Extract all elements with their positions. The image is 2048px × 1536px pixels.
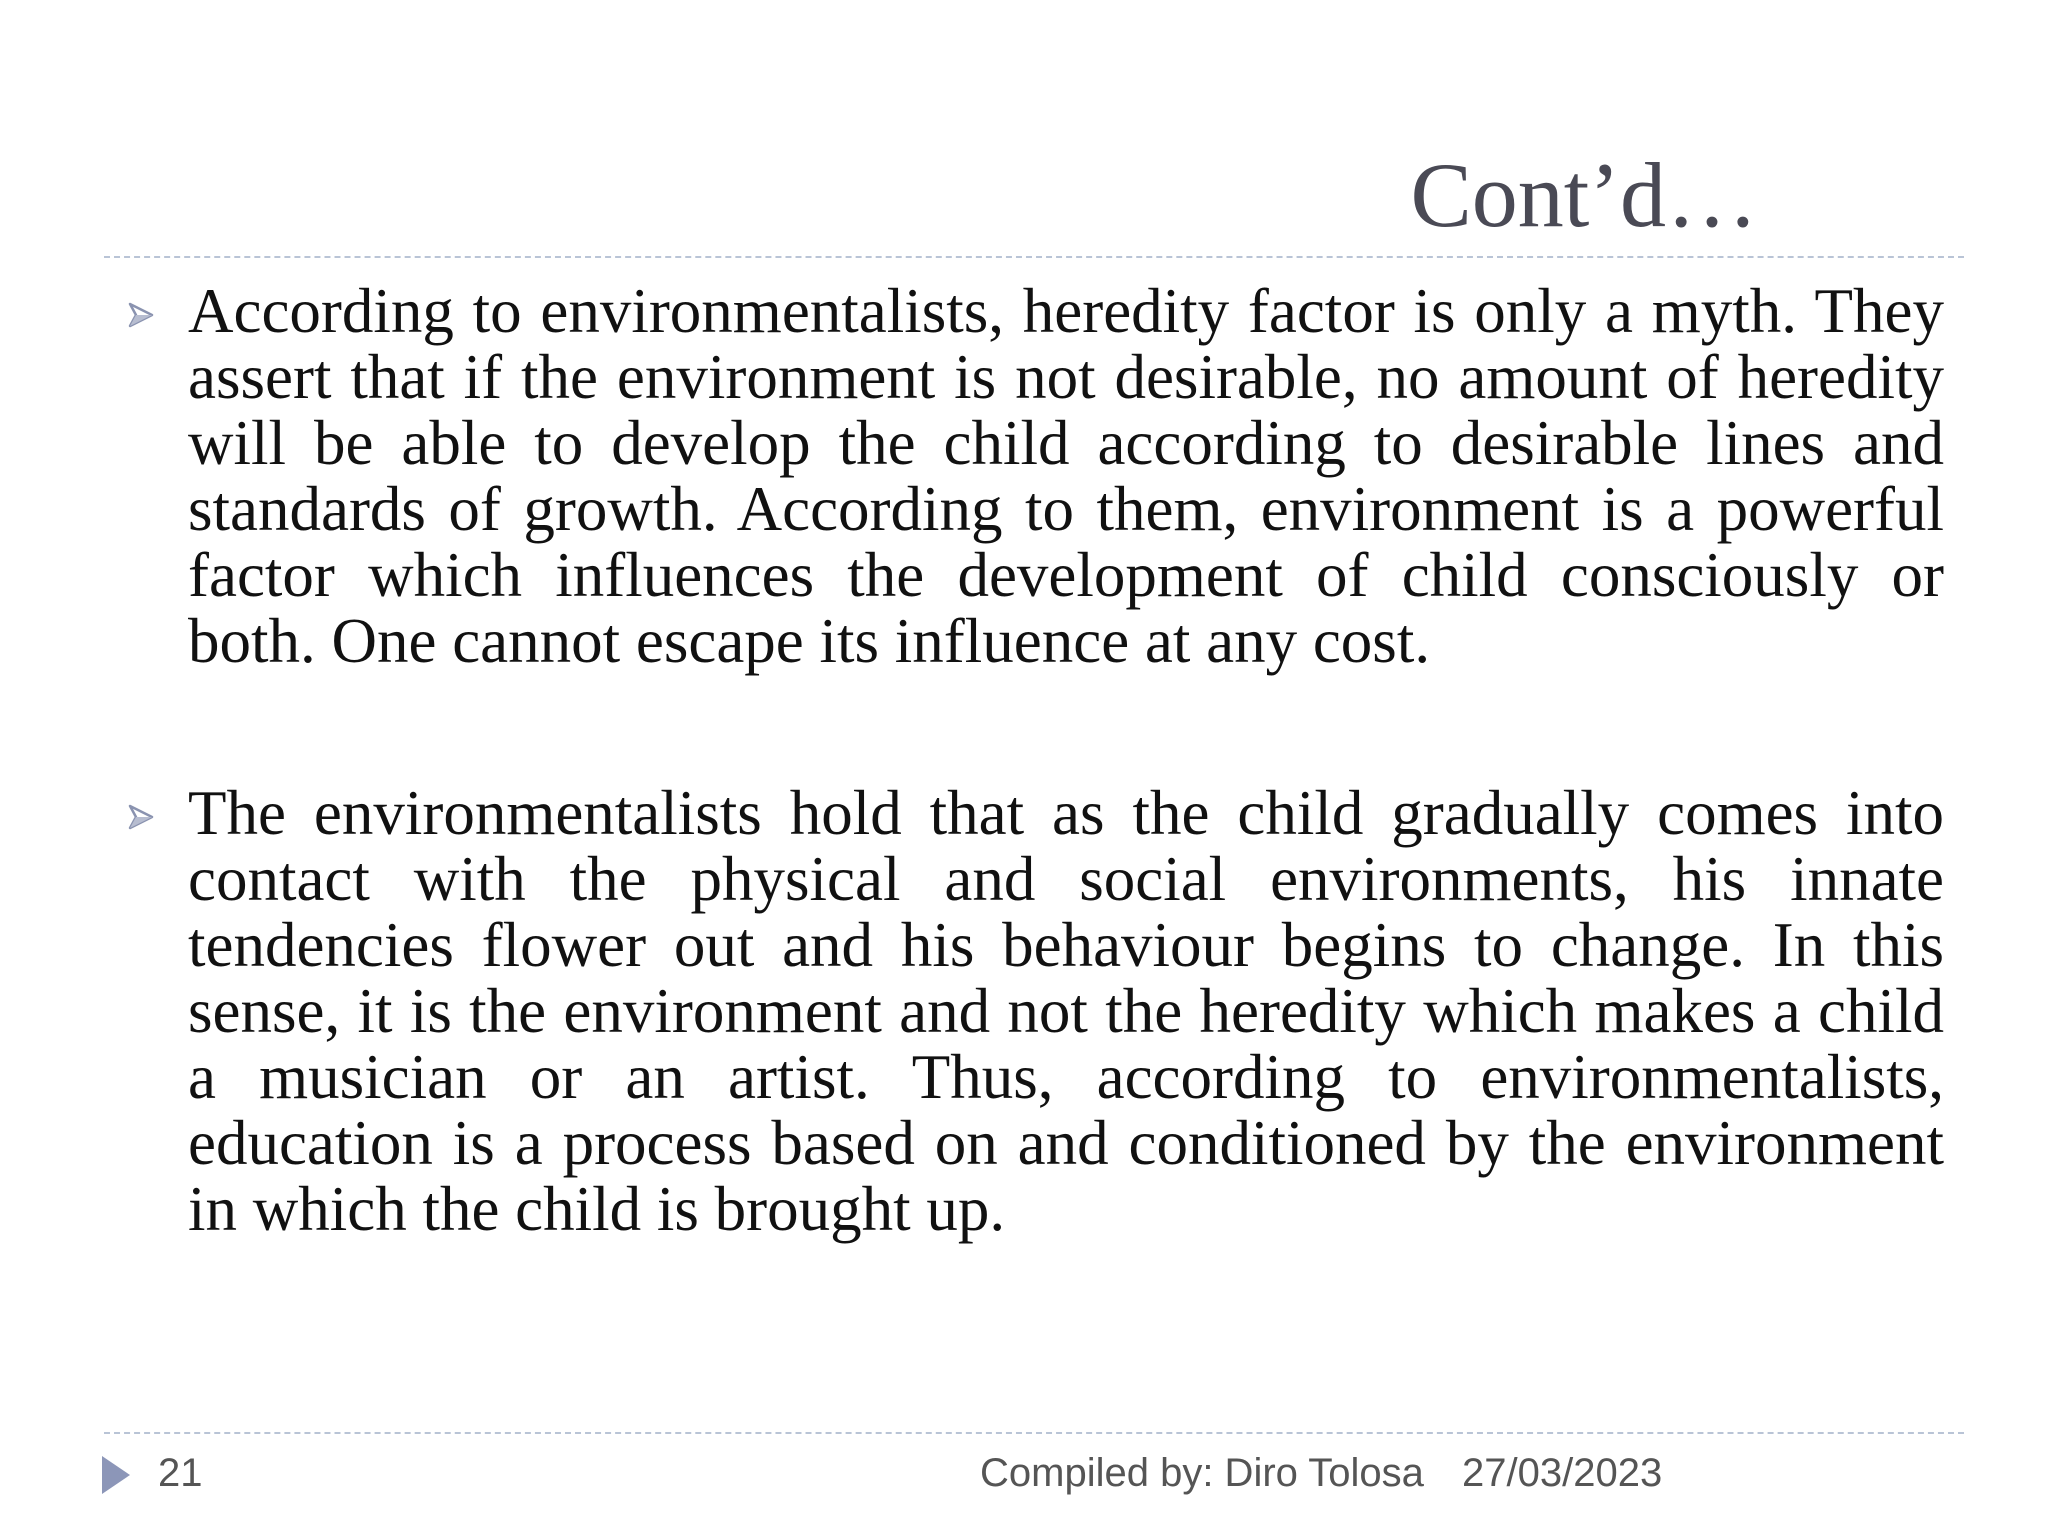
bullet-text: According to environmentalists, heredity factor is only a myth. They assert that if the environment is not desirable, no amount of heredity will be able to develop the child according to desirable lines and standards of growth. According to them, environment is a powerful factor which influences the development of child consciously or both. One cannot escape its influence at any cost.: [188, 276, 1944, 676]
list-item: [126, 780, 1944, 1242]
title-divider: [104, 256, 1964, 258]
list-item: [126, 278, 1944, 674]
footer-compiled-by: Compiled by: Diro Tolosa: [980, 1451, 1424, 1495]
footer-divider: [104, 1432, 1964, 1434]
slide-title: Cont’d…: [1410, 144, 1758, 246]
arrowhead-bullet-icon: [126, 300, 156, 330]
bullet-text: The environmentalists hold that as the child gradually comes into contact with the physical and social environments, his innate tendencies flower out and his behaviour begins to change. In this sense, it is the environment and not the heredity which makes a child a musician or an artist. Thus, according to environmentalists, education is a process based on and conditioned by the environment in which the child is brought up.: [188, 778, 1944, 1244]
slide-number: 21: [158, 1451, 203, 1495]
arrowhead-bullet-icon: [126, 802, 156, 832]
footer-date: 27/03/2023: [1462, 1451, 1663, 1495]
bullet-list: [126, 278, 1944, 1242]
triangle-play-icon: [100, 1454, 132, 1496]
